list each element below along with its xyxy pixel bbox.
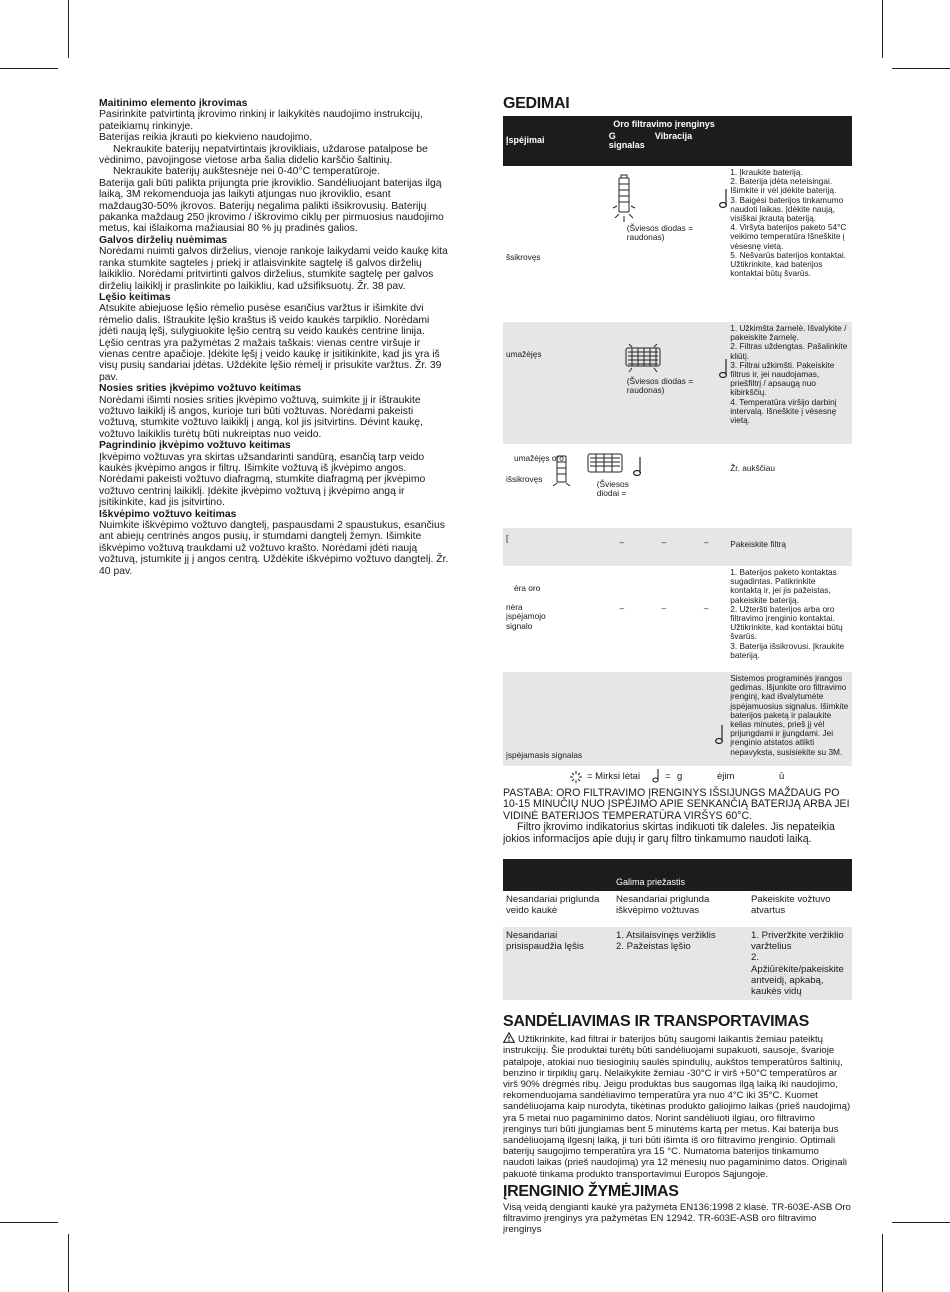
paragraph: Atsukite abiejuose lęšio rėmelio pusėse esančius varžtus ir išimkite dvi rėmelio dalis. Ištraukite lęšio kraštus iš veido kaukės tarpiklio. Norėdami įdėti naują lęšį, sulygiuokite lęšio centrą su veido kaukės centrine linija. Lęšio centras yra pažymėtas 2 mažais taškais: vienas centre viršuje ir vienas centre apačioje. Įdėkite lęšį į veido kaukę ir įsitikinkite, kad jis yra iš visų pusių sandariai įdėtas. Uždėkite lęšio rėmelį ir prisukite varžtus. Žr. 39 pav. [99, 303, 442, 383]
sound-note-icon [651, 768, 661, 784]
section-heading: Iškvėpimo vožtuvo keitimas [99, 508, 237, 520]
paragraph: Nekraukite baterijų aukštesnėje nei 0-40°C temperatūroje. [113, 166, 380, 178]
cause-head-empty [503, 859, 613, 891]
row-dash: – [619, 537, 625, 547]
legend-u: ū [779, 771, 785, 782]
led-caption: (Šviesos diodas = raudonas) [626, 376, 694, 396]
table-row [503, 672, 852, 766]
header-signal: G [608, 131, 616, 142]
marking-text: Visą veidą dengianti kaukė yra pažymėta EN136:1998 2 klasė. TR-603E-ASB Oro filtravimo įrenginys yra pažymėtas EN 12942. TR-603E-ASB oro filtravimo įrenginys [503, 1201, 851, 1236]
row-remedy: Pakeiskite filtrą [730, 539, 787, 549]
sound-note-icon [713, 724, 727, 746]
led-caption: (Šviesos diodai = [596, 479, 629, 499]
battery-blink-icon [551, 452, 573, 492]
cause-b: Nesandariai priglunda iškvėpimo vožtuvas [616, 894, 710, 917]
filter-blink-icon [623, 342, 663, 374]
cause-c: 1. Priveržkite veržiklio varžtelius 2. Apžiūrėkite/pakeiskite antveidį, apkabą, kaukės vidų [751, 930, 844, 998]
legend-g: g [677, 771, 683, 782]
crop-mark [0, 68, 58, 69]
paragraph: Pasirinkite patvirtintą įkrovimo rinkinį ir laikykitės naudojimo instrukcijų, pateikiamų rinkinyje. [99, 109, 423, 132]
row-icons [601, 322, 727, 444]
paragraph: Norėdami nuimti galvos dirželius, vienoje rankoje laikydami veido kaukę kita ranka stumkite sagteles į priekį ir atlaisvinkite sagtelę iš galvos dirželių laikiklio. Norėdami pritvirtinti galvos dirželius, stumkite sagtelę per galvos dirželių laikiklį ir praslinkite po laikikliu, kad užsifiksuotų. Žr. 38 pav. [99, 246, 448, 292]
legend-ejim: ėjim [717, 771, 735, 782]
row-remedy: 1. Baterijos paketo kontaktas sugadintas. Patikrinkite kontaktą ir, jei jis pažeistas, pakeiskite bateriją. 2. Užteršti baterijos arba oro filtravimo įrenginio kontaktai. Užtikrinkite, kad kontaktai būtų švarūs. 3. Baterija išsikrovusi. Įkraukite bateriją. [730, 567, 845, 660]
cause-table-header [503, 859, 852, 891]
faults-title: GEDIMAI [503, 95, 570, 112]
header-empty [727, 116, 852, 166]
row-warning: umažėjęs oro [514, 453, 564, 463]
storage-title: SANDĖLIAVIMAS IR TRANSPORTAVIMAS [503, 1013, 809, 1031]
row-dash: – [703, 537, 709, 547]
paragraph: Baterija gali būti palikta prijungta prie įkroviklio. Sandėliuojant baterijas ilgą laiką, 3M rekomenduoja jas laikyti atjungas nuo įkroviklio, esant maždaug30-50% įkrovos. Baterijų negalima palikti išsikrovusių. Baterijų pakanka maždaug 250 įkrovimo / iškrovimo ciklų per pirmuosius naudojimo metus, kai išlaikoma mažiausiai 80 % jų pradinės galios. [99, 177, 444, 235]
paragraph: Norėdami išimti nosies srities įkvėpimo vožtuvą, suimkite jį ir ištraukite vožtuvo laikiklį iš angos, kurioje turi būti vožtuvas. Norėdami pakeisti vožtuvą, stumkite vožtuvo laikiklį į angą, kol jis įsitvirtins. Dėvint kaukę, vožtuvo laikiklis turėtų būti nukreiptas nuo veido. [99, 394, 423, 440]
right-column [503, 94, 852, 1236]
section-heading: Lęšio keitimas [99, 291, 171, 303]
table-row [503, 322, 852, 444]
row-warning-2: nėra įspėjamojo signalo [506, 602, 546, 631]
row-remedy: Sistemos programinės įrangos gedimas. Išjunkite oro filtravimo įrenginį, kad išvalytumėte įspėjamuosius signalus. Išimkite baterijos paketą ir palaukite kelias minutes, prieš jį vėl prijungdami ir įjungdami. Jei įrenginio atstatos atlikti nepavyksta, susisiekite su 3M. [730, 673, 849, 757]
header-vibration: Vibracija [654, 131, 693, 142]
row-dash: – [661, 537, 667, 547]
row-warning: [ [506, 533, 509, 543]
row-dash: – [661, 603, 667, 613]
row-icons [601, 672, 727, 766]
cause-head: Galima priežastis [616, 876, 686, 887]
table-row [503, 166, 852, 322]
storage-text: Užtikrinkite, kad filtrai ir baterijos būtų saugomi laikantis žemiau pateiktų instrukcijų. Šie produktai turėtų būti sandėliuojami supakuoti, sausoje, švarioje patalpoje, atokiai nuo tiesioginių saulės spindulių, aukštos temperatūros šaltinių, benzino ir tirpiklių garų. Nelaikykite žemiau -30°C ir virš +50°C temperatūros ar virš 90% drėgmės ribų. Jeigu produktas bus saugomas ilgą laiką iki naudojimo, rekomenduojama sandėliavimo temperatūra yra nuo 4°C iki 35°C. Kuomet sandėliuojama kaip nurodyta, tikėtinas produkto galiojimo laikas (prieš naudojimą) yra 5 metai nuo pagaminimo datos. Norint sandėliuoti ilgiau, oro filtravimo įrenginys turi būti įjungiamas bent 5 minutėms kartą per metus. Kai baterija bus sandėliuojamą ilgesnį laiką, ji turi būti išimta iš oro filtravimo įrenginio. Optimali baterijų saugojimo temperatūra yra 15 °C. Numatoma baterijos tinkamumo naudoti laikas (prieš naudojimą) yra 12 mėnesių nuo pagaminimo datos. Originali pakuotė tinkama produkto transportavimui Europos Sąjungoje. [503, 1034, 851, 1180]
crop-mark [892, 1222, 950, 1223]
table-row [503, 927, 852, 1000]
row-warning: šsikrovęs [506, 252, 541, 263]
blink-icon [569, 770, 583, 784]
cause-c: Pakeiskite vožtuvo atvartus [751, 894, 831, 917]
legend-blink: = Mirksi lėtai [587, 771, 641, 782]
note: PASTABA: ORO FILTRAVIMO ĮRENGINYS IŠSIJUNGS MAŽDAUG PO 10-15 MINUČIŲ NUO ĮSPĖJIMO APIE SENKANČIĄ BATERIJĄ ARBA JEI VIDINĖ BATERIJOS TEMPERATŪRA VIRŠYS 60°C. [503, 787, 850, 822]
crop-mark [68, 1234, 69, 1292]
row-icons [596, 444, 727, 528]
cause-a: Nesandariai priglunda veido kaukė [506, 894, 600, 917]
sound-note-icon [717, 188, 731, 210]
row-warning-cell [503, 566, 601, 672]
section-heading: Pagrindinio įkvėpimo vožtuvo keitimas [99, 440, 291, 452]
faults-table-header [503, 116, 852, 166]
section-heading: Maitinimo elemento įkrovimas [99, 98, 248, 109]
header-group-cell [601, 116, 727, 166]
sound-note-icon [631, 456, 645, 478]
row-remedy: Žr. aukščiau [730, 463, 775, 473]
left-column [99, 98, 449, 577]
row-warning-2: išsikrovęs [506, 474, 543, 485]
row-warning: įspėjamasis signalas [506, 749, 583, 760]
cause-head-empty [731, 859, 852, 891]
crop-mark [68, 0, 69, 58]
warning-icon [503, 1032, 515, 1043]
header-signal-cell [609, 132, 649, 150]
header-signal-2: signalas [608, 140, 645, 151]
crop-mark [882, 1234, 883, 1292]
table-row [503, 891, 852, 927]
storage-paragraph [503, 1032, 852, 1180]
marking-title: ĮRENGINIO ŽYMĖJIMAS [503, 1182, 679, 1200]
legend [503, 770, 852, 784]
filter-blink-icon [585, 448, 625, 480]
row-icons [601, 166, 727, 322]
table-row [503, 566, 852, 672]
paragraph: Nekraukite baterijų nepatvirtintais įkrovikliais, uždarose patalpose be vėdinimo, pavojingose vietose arba šalia didelio karščio šaltinių. [99, 143, 428, 167]
table-row [503, 444, 852, 528]
crop-mark [0, 1222, 58, 1223]
row-remedy: 1. Įkraukite bateriją. 2. Baterija įdėta neteisingai. Išimkite ir vėl įdėkite bateriją. 3. Baigėsi baterijos tinkamumo naudoti laikas. Įdėkite naują, visiškai įkrautą bateriją. 4. Viršyta baterijos paketo 54°C veikimo temperatūra Išneškite į vėsesnę vietą. 5. Nešvarūs baterijos kontaktai. Užtikrinkite, kad baterijos kontaktai būtų švarūs. [730, 167, 847, 279]
cause-b: 1. Atsilaisvinęs veržiklis 2. Pažeistas lęšio [616, 930, 716, 953]
paragraph: Baterijas reikia įkrauti po kiekvieno naudojimo. [99, 132, 313, 144]
paragraph: Įkvėpimo vožtuvas yra skirtas užsandarinti sandūrą, esančią tarp veido kaukės įkvėpimo angos ir filtrų. Išimkite vožtuvą iš įkvėpimo angos. Norėdami pakeisti vožtuvo diafragmą, stumkite diafragmą per įkvėpimo vožtuvo centrinį laikiklį. Įdėkite įkvėpimo vožtuvą į įkvėpimo angą ir įsitikinkite, kad jis įsitvirtino. [99, 451, 426, 509]
note-2: Filtro įkrovimo indikatorius skirtas indikuoti tik daleles. Jis nepateikia jokios informacijos apie dujų ir garų filtro tinkamumo naudoti laiką. [503, 821, 835, 845]
faults-table [503, 116, 852, 766]
table-row [503, 528, 852, 566]
header-group: Oro filtravimo įrenginys [613, 119, 715, 129]
paragraph: Nuimkite iškvėpimo vožtuvo dangtelį, paspausdami 2 spaustukus, esančius ant abiejų centrinės angos pusių, ir stumdami dangtelį žemyn. Išimkite iškvėpimo vožtuvą traukdami už vožtuvo krašto. Norėdami įdėti naują vožtuvą, įstumkite jį į angos centrą. Uždėkite iškvėpimo vožtuvo dangtelį. Žr. 40 pav. [99, 520, 449, 577]
row-dash: – [619, 603, 625, 613]
header-warnings: Įspėjimai [506, 135, 545, 146]
cause-table [503, 859, 852, 1000]
row-warning: éra oro [514, 583, 541, 593]
row-remedy: 1. Užkimšta žarnelė. Išvalykite / pakeiskite žarnelę. 2. Filtras uždengtas. Pašalinkite kliūtį. 3. Filtrai užkimšti. Pakeiskite filtrus ir, jei naudojamas, priešfiltrį / apsaugą nuo kibirkščių. 4. Temperatūra viršijo darbinį intervalą. Išneškite į vėsesnę vietą. [730, 323, 848, 426]
row-dash: – [703, 603, 709, 613]
row-warning: umažėjęs [506, 349, 542, 359]
section-heading: Galvos dirželių nuėmimas [99, 234, 228, 246]
legend-eq: = [665, 771, 671, 782]
crop-mark [892, 68, 950, 69]
battery-blink-icon [607, 172, 641, 226]
section-heading: Nosies srities įkvėpimo vožtuvo keitimas [99, 383, 302, 395]
crop-mark [882, 0, 883, 58]
led-caption: (Šviesos diodas = raudonas) [626, 223, 694, 243]
cause-a: Nesandariai prisispaudžia lęšis [506, 930, 584, 953]
